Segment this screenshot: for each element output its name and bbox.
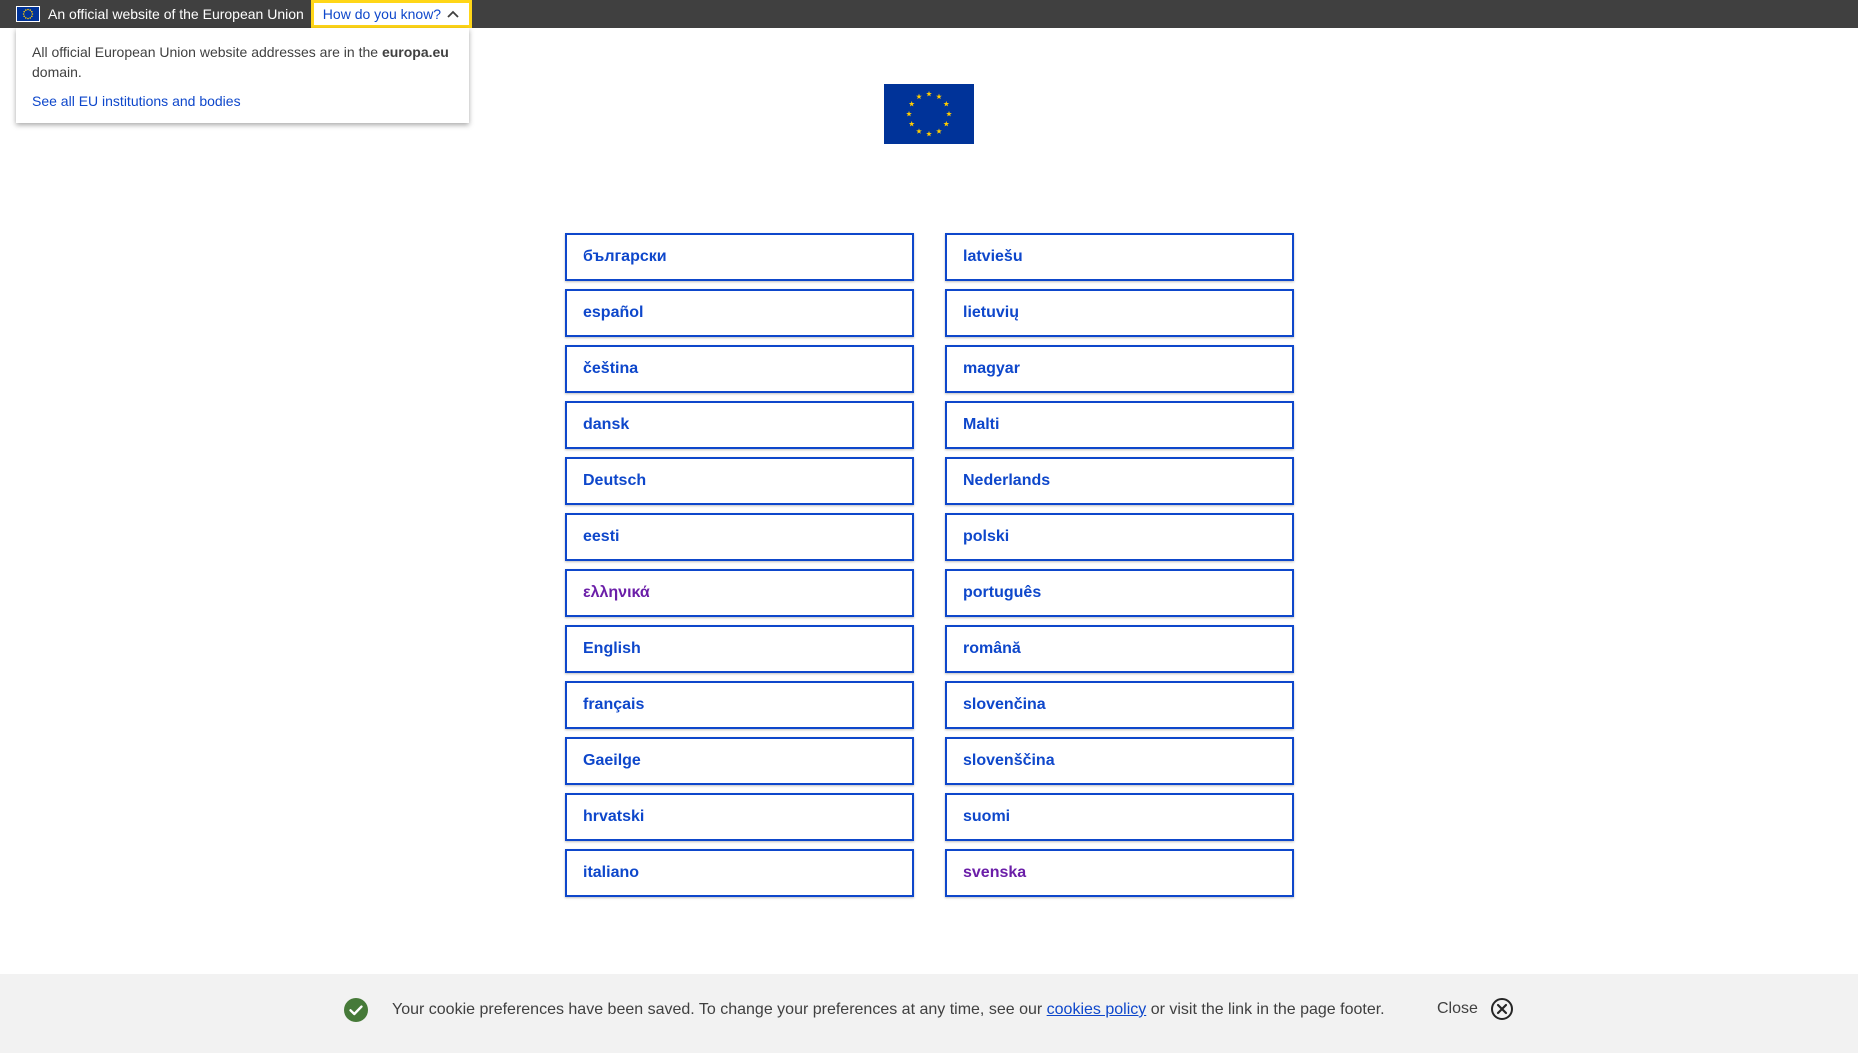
language-button-latviesu[interactable]: latviešu: [945, 233, 1294, 281]
language-button-slovencina[interactable]: slovenčina: [945, 681, 1294, 729]
language-button-espanol[interactable]: español: [565, 289, 914, 337]
language-button-nederlands[interactable]: Nederlands: [945, 457, 1294, 505]
cookie-message-start: Your cookie preferences have been saved. To change your preferences at any time, see our: [392, 1001, 1047, 1018]
language-button-francais[interactable]: français: [565, 681, 914, 729]
check-circle-icon: [344, 998, 368, 1022]
language-button-romana[interactable]: română: [945, 625, 1294, 673]
language-button-english[interactable]: English: [565, 625, 914, 673]
language-button-hrvatski[interactable]: hrvatski: [565, 793, 914, 841]
language-button-italiano[interactable]: italiano: [565, 849, 914, 897]
how-do-you-know-popover: [16, 28, 469, 123]
language-button-dansk[interactable]: dansk: [565, 401, 914, 449]
language-button-polski[interactable]: polski: [945, 513, 1294, 561]
close-label: Close: [1437, 1000, 1478, 1017]
europa-domain: europa.eu: [381, 44, 449, 60]
language-button-svenska[interactable]: svenska: [945, 849, 1294, 897]
close-circle-icon: [1490, 997, 1514, 1021]
cookies-policy-link[interactable]: cookies policy: [1046, 1001, 1147, 1018]
chevron-up-icon: [447, 10, 459, 18]
language-button-български[interactable]: български: [565, 233, 914, 281]
how-do-you-know-button[interactable]: [311, 0, 472, 28]
language-list-right: [945, 233, 1294, 897]
language-button-slovenscina[interactable]: slovenščina: [945, 737, 1294, 785]
official-website-text: An official website of the European Union: [48, 6, 304, 22]
language-list-left: [565, 233, 914, 897]
language-button-magyar[interactable]: magyar: [945, 345, 1294, 393]
language-button-portugues[interactable]: português: [945, 569, 1294, 617]
language-button-ελληνικα[interactable]: ελληνικά: [565, 569, 914, 617]
language-button-malti[interactable]: Malti: [945, 401, 1294, 449]
language-button-lietuviu[interactable]: lietuvių: [945, 289, 1294, 337]
popover-text-end: domain.: [32, 64, 82, 80]
eu-flag-logo[interactable]: [884, 84, 974, 144]
language-button-cestina[interactable]: čeština: [565, 345, 914, 393]
popover-text-start: All official European Union website addresses are in the: [32, 44, 382, 60]
cookie-close-button[interactable]: [1437, 997, 1514, 1021]
eu-flag-icon: [884, 84, 974, 144]
language-button-deutsch[interactable]: Deutsch: [565, 457, 914, 505]
language-button-suomi[interactable]: suomi: [945, 793, 1294, 841]
language-button-gaeilge[interactable]: Gaeilge: [565, 737, 914, 785]
language-button-eesti[interactable]: eesti: [565, 513, 914, 561]
cookie-notice-bar: [0, 974, 1858, 1053]
official-eu-banner: [0, 0, 1858, 28]
popover-text: [32, 42, 453, 82]
eu-flag-icon: [16, 6, 40, 22]
see-all-institutions-link[interactable]: See all EU institutions and bodies: [32, 93, 241, 109]
cookie-message: [392, 1001, 1385, 1019]
cookie-message-end: or visit the link in the page footer.: [1146, 1001, 1385, 1018]
how-do-you-know-label: How do you know?: [322, 6, 442, 22]
